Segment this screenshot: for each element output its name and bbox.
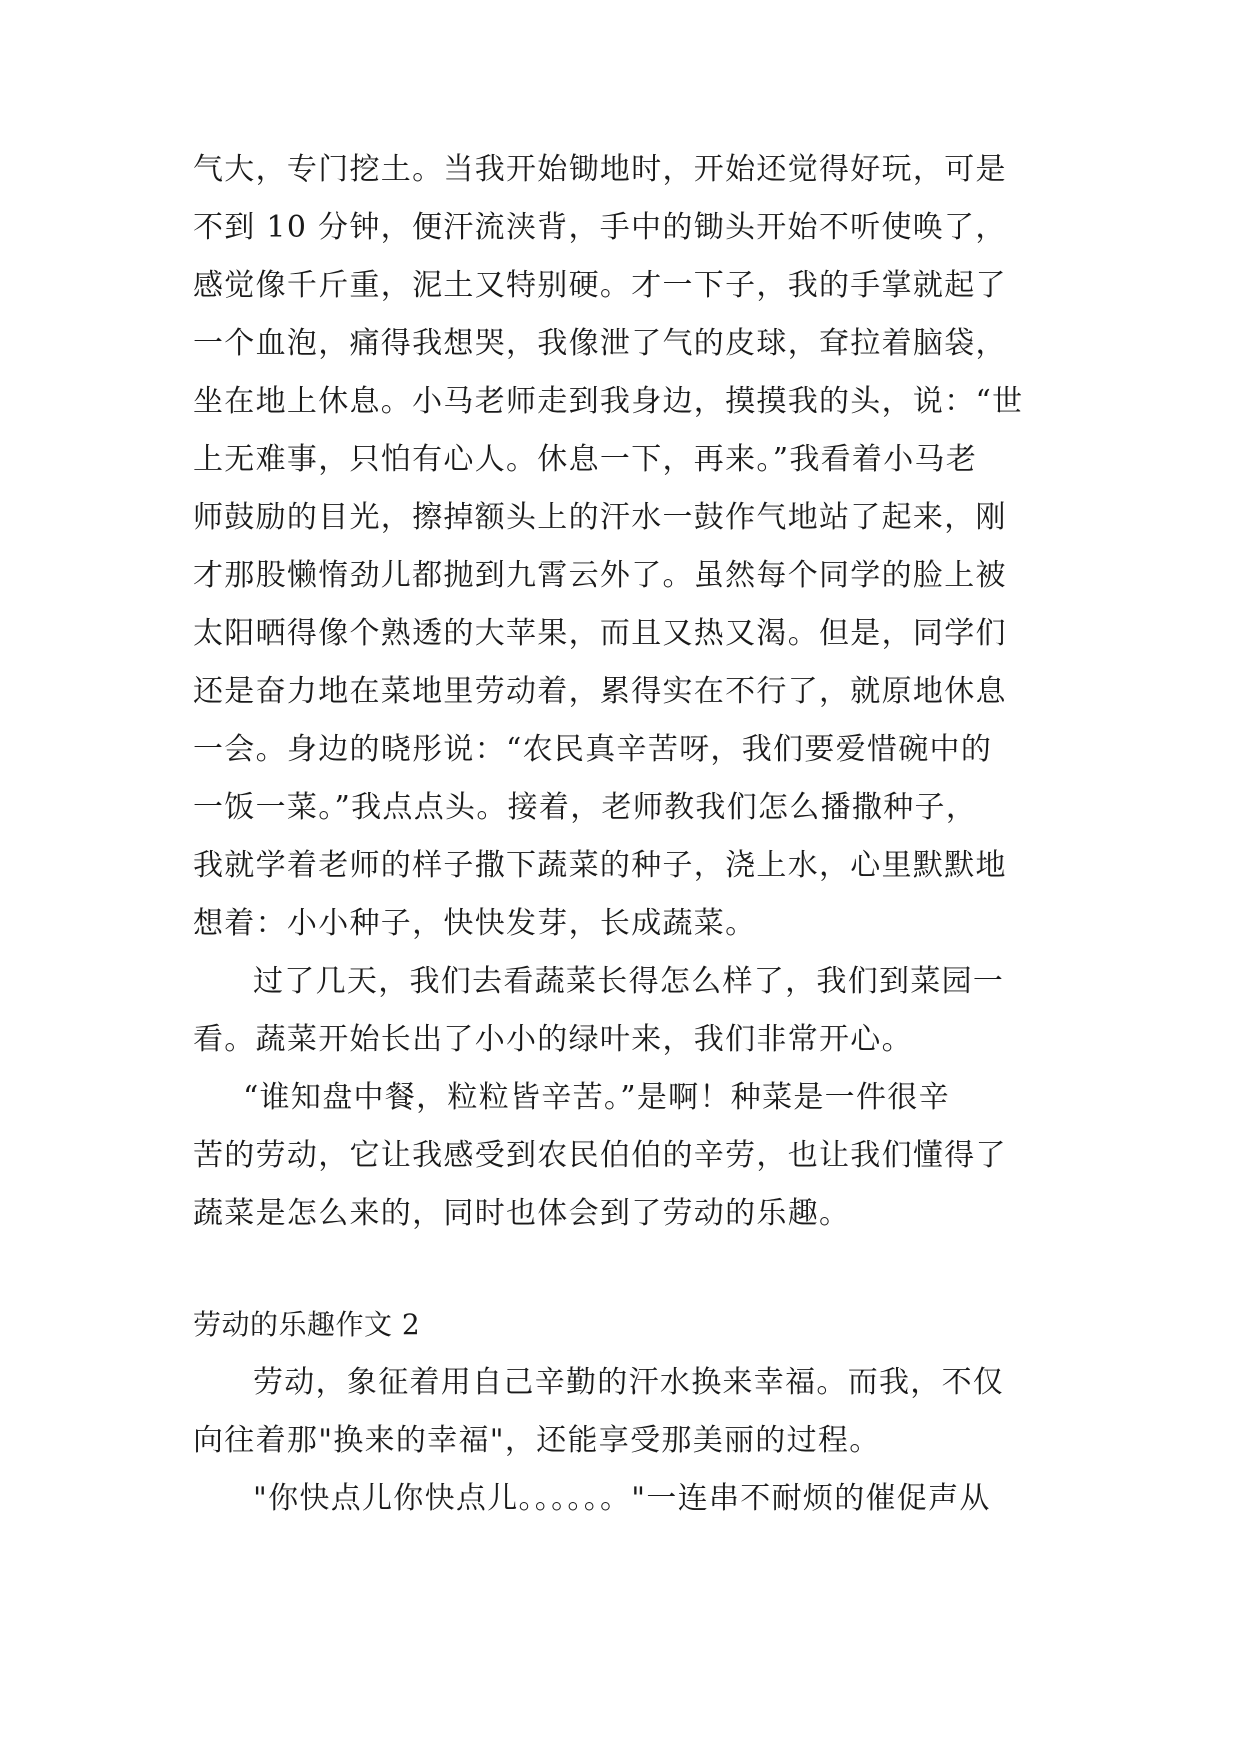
- paragraph-start: “谁知盘中餐，粒粒皆辛苦。”是啊！种菜是一件很辛: [243, 1080, 950, 1115]
- text-line: 一饭一菜。”我点点头。接着，老师教我们怎么播撒种子，: [193, 790, 978, 825]
- text-line: 蔬菜是怎么来的，同时也体会到了劳动的乐趣。: [193, 1196, 851, 1231]
- paragraph-start: 过了几天，我们去看蔬菜长得怎么样了，我们到菜园一: [253, 964, 1005, 999]
- paragraph-start: 劳动，象征着用自己辛勤的汗水换来幸福。而我，不仅: [253, 1365, 1005, 1400]
- text-line: 感觉像千斤重，泥土又特别硬。才一下子，我的手掌就起了: [193, 268, 1007, 303]
- text-line: 气大，专门挖土。当我开始锄地时，开始还觉得好玩，可是: [193, 152, 1007, 187]
- text-line: 苦的劳动，它让我感受到农民伯伯的辛劳，也让我们懂得了: [193, 1138, 1007, 1173]
- text-line: 才那股懒惰劲儿都抛到九霄云外了。虽然每个同学的脸上被: [193, 558, 1007, 593]
- text-line: 上无难事，只怕有心人。休息一下，再来。”我看着小马老: [193, 442, 978, 477]
- text-line: 看。蔬菜开始长出了小小的绿叶来，我们非常开心。: [193, 1022, 913, 1057]
- text-line: 还是奋力地在菜地里劳动着，累得实在不行了，就原地休息: [193, 674, 1007, 709]
- section-heading: 劳动的乐趣作文 2: [193, 1308, 421, 1341]
- text-line: 我就学着老师的样子撒下蔬菜的种子，浇上水，心里默默地: [193, 848, 1007, 883]
- text-line: 向往着那"换来的幸福"，还能享受那美丽的过程。: [193, 1423, 881, 1458]
- text-line: 师鼓励的目光，擦掉额头上的汗水一鼓作气地站了起来，刚: [193, 500, 1007, 535]
- text-line: 不到 10 分钟，便汗流浃背，手中的锄头开始不听使唤了，: [193, 210, 1007, 245]
- text-line: 一个血泡，痛得我想哭，我像泄了气的皮球，耷拉着脑袋，: [193, 326, 1007, 361]
- text-line: 一会。身边的晓彤说：“农民真辛苦呀，我们要爱惜碗中的: [193, 732, 993, 767]
- paragraph-start: "你快点儿你快点儿。。。。。。"一连串不耐烦的催促声从: [253, 1481, 991, 1516]
- text-line: 太阳晒得像个熟透的大苹果，而且又热又渴。但是，同学们: [193, 616, 1007, 651]
- text-line: 想着：小小种子，快快发芽，长成蔬菜。: [193, 906, 757, 941]
- text-line: 坐在地上休息。小马老师走到我身边，摸摸我的头，说：“世: [193, 384, 1024, 419]
